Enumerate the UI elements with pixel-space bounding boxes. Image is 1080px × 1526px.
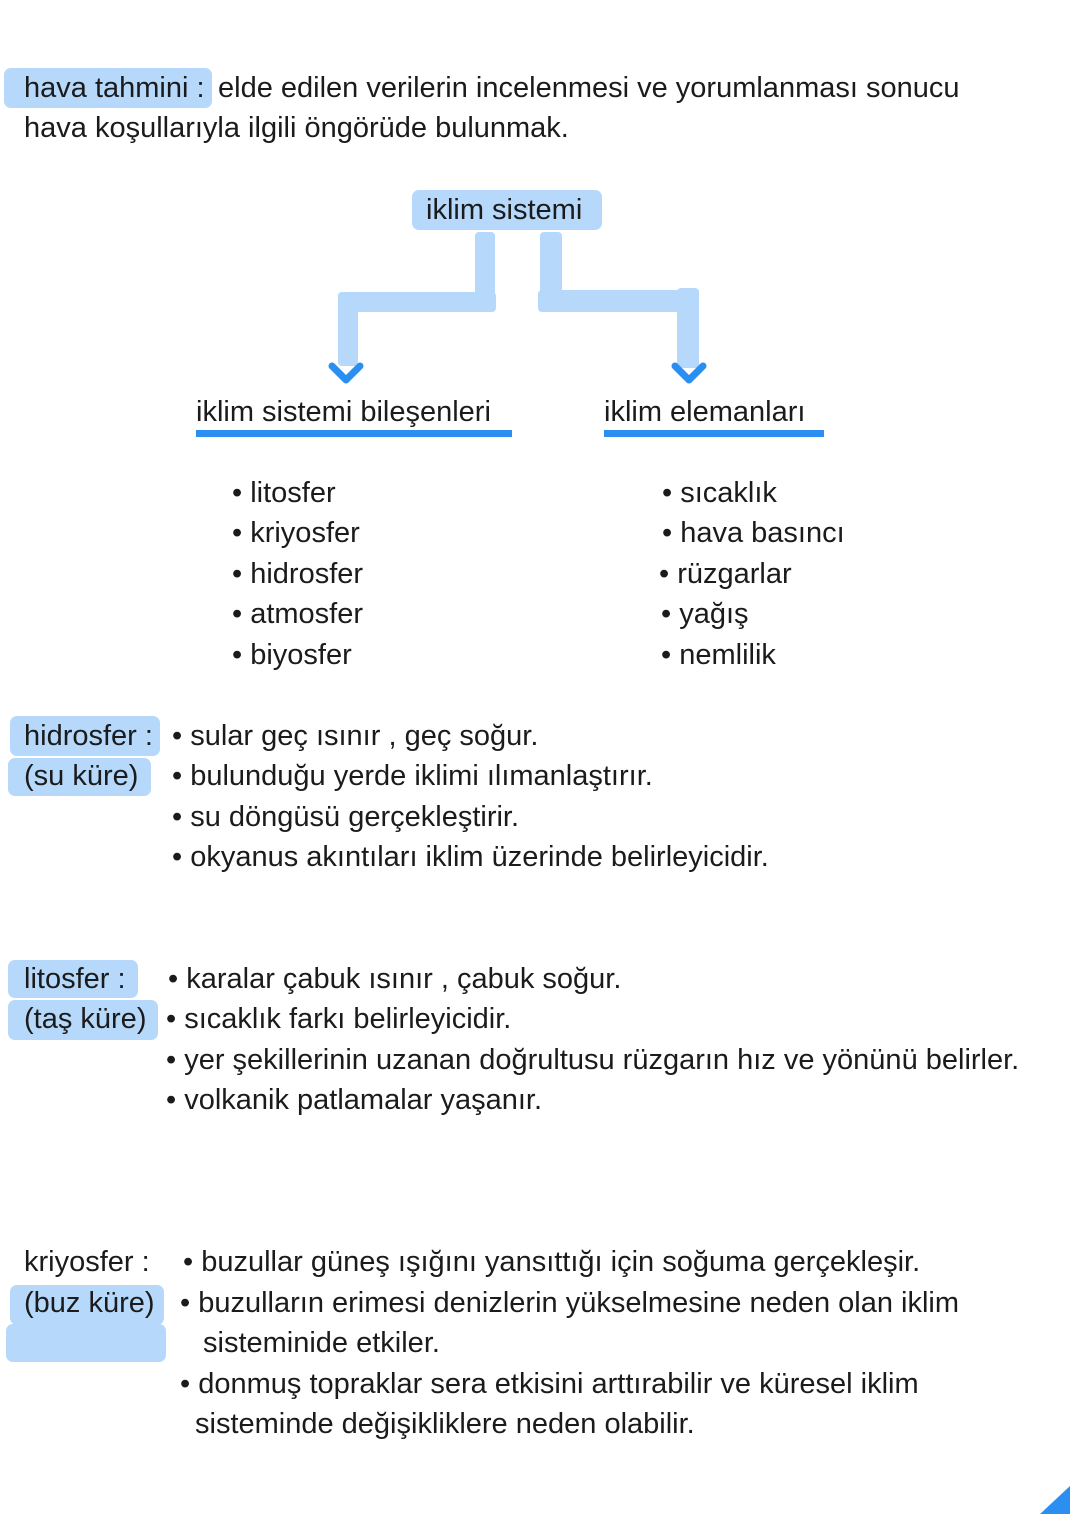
litho-alt: (taş küre): [24, 1003, 147, 1035]
cryo-bullet: • buzullar güneş ışığını yansıttığı için soğuma gerçekleşir.: [183, 1246, 921, 1278]
litho-bullet: • karalar çabuk ısınır , çabuk soğur.: [168, 963, 622, 995]
litho-bullet: • yer şekillerinin uzanan doğrultusu rüzgarın hız ve yönünü belirler.: [166, 1044, 1020, 1076]
arrow-down-icon: [326, 358, 366, 388]
diagram-root: iklim sistemi: [426, 194, 583, 226]
list-item: • litosfer: [232, 477, 336, 509]
list-item: • hava basıncı: [662, 517, 845, 549]
hydro-term: hidrosfer :: [24, 720, 153, 752]
arrow-down-icon: [669, 358, 709, 388]
list-item: • yağış: [661, 598, 749, 630]
cryo-bullet: • donmuş topraklar sera etkisini arttırabilir ve küresel iklim: [180, 1368, 919, 1400]
hydro-alt: (su küre): [24, 760, 139, 792]
hydro-bullet: • okyanus akıntıları iklim üzerinde belirleyicidir.: [172, 841, 769, 873]
connector-left-horizontal: [338, 292, 496, 312]
list-item: • kriyosfer: [232, 517, 360, 549]
connector-right-down: [677, 288, 699, 368]
cryo-bullet-cont: sisteminde değişikliklere neden olabilir.: [195, 1408, 695, 1440]
intro-term: hava tahmini :: [24, 72, 205, 104]
intro-line-2: hava koşullarıyla ilgili öngörüde bulunmak.: [24, 112, 569, 144]
litho-bullet: • sıcaklık farkı belirleyicidir.: [166, 1003, 512, 1035]
connector-left-down: [338, 292, 358, 366]
cryo-bullet-cont: sisteminide etkiler.: [203, 1327, 440, 1359]
hydro-bullet: • sular geç ısınır , geç soğur.: [172, 720, 539, 752]
list-item: • atmosfer: [232, 598, 364, 630]
page-corner-icon: [1036, 1484, 1072, 1516]
list-item: • rüzgarlar: [659, 558, 792, 590]
list-item: • sıcaklık: [662, 477, 777, 509]
right-heading: iklim elemanları: [604, 396, 806, 428]
litho-bullet: • volkanik patlamalar yaşanır.: [166, 1084, 543, 1116]
litho-term: litosfer :: [24, 963, 126, 995]
list-item: • biyosfer: [232, 639, 352, 671]
hydro-bullet: • su döngüsü gerçekleştirir.: [172, 801, 520, 833]
hydro-bullet: • bulunduğu yerde iklimi ılımanlaştırır.: [172, 760, 653, 792]
right-heading-underline: [604, 430, 824, 437]
left-heading: iklim sistemi bileşenleri: [196, 396, 491, 428]
connector-right-horizontal: [538, 290, 698, 312]
list-item: • hidrosfer: [232, 558, 364, 590]
cryo-term: kriyosfer :: [24, 1246, 150, 1278]
list-item: • nemlilik: [661, 639, 776, 671]
cryo-alt: (buz küre): [24, 1287, 155, 1319]
left-heading-underline: [196, 430, 512, 437]
intro-line-1: elde edilen verilerin incelenmesi ve yorumlanması sonucu: [218, 72, 960, 104]
cryo-bullet: • buzulların erimesi denizlerin yükselmesine neden olan iklim: [180, 1287, 960, 1319]
term-highlight: [6, 1324, 166, 1362]
